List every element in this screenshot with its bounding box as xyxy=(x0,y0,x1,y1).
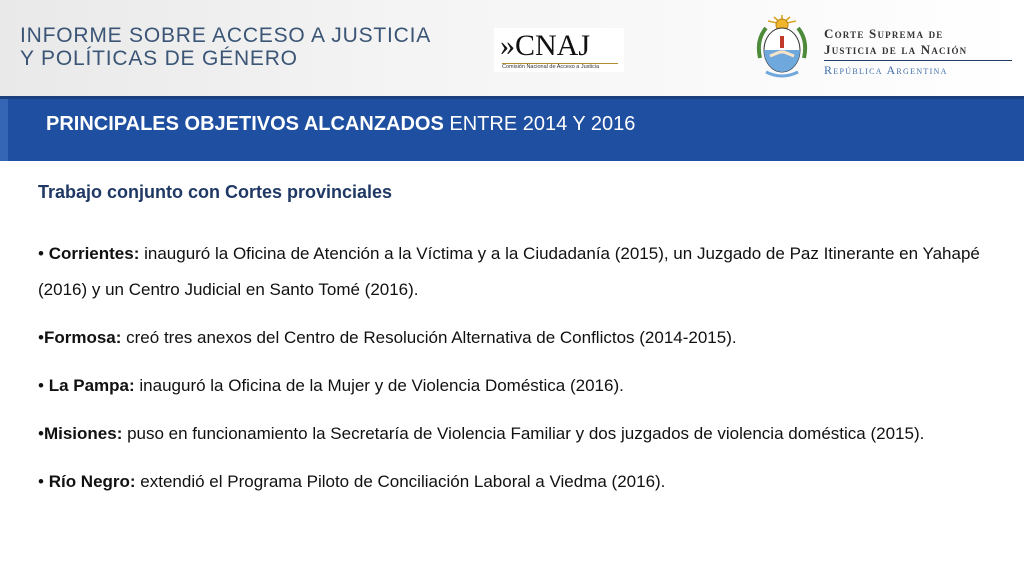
list-item-formosa xyxy=(38,320,998,356)
court-divider xyxy=(824,60,1012,61)
bullet: • xyxy=(38,424,44,443)
report-title xyxy=(20,24,450,70)
cnaj-logo xyxy=(494,28,624,72)
bullet: • xyxy=(38,472,49,491)
bullet: • xyxy=(38,376,49,395)
item-text: inauguró la Oficina de Atención a la Víctima y a la Ciudadanía (2015), un Juzgado de Paz Itinerante en Yahapé (2016) y un Centro Judicial en Santo Tomé (2016). xyxy=(38,244,980,299)
item-text: creó tres anexos del Centro de Resolución Alternativa de Conflictos (2014-2015). xyxy=(121,328,737,347)
item-text: puso en funcionamiento la Secretaría de Violencia Familiar y dos juzgados de violencia doméstica (2015). xyxy=(122,424,925,443)
cnaj-logo-text: »CNAJ xyxy=(500,29,591,62)
province-name: Río Negro: xyxy=(48,472,136,491)
list-item-misiones xyxy=(38,416,998,452)
province-name: Formosa: xyxy=(43,328,122,347)
list-item-rio-negro xyxy=(38,464,998,500)
court-name-line1: Corte Suprema de xyxy=(824,26,944,41)
item-text: extendió el Programa Piloto de Conciliación Laboral a Viedma (2016). xyxy=(135,472,666,491)
section-subtitle: Trabajo conjunto con Cortes provinciales xyxy=(38,182,393,202)
slide-title-rest: ENTRE 2014 Y 2016 xyxy=(443,113,636,135)
cnaj-logo-subtitle: Comisión Nacional de Acceso a Justicia xyxy=(502,64,600,70)
province-name: Corrientes: xyxy=(48,244,140,263)
slide-title xyxy=(46,113,635,136)
title-banner xyxy=(0,96,1024,161)
report-title-line1: INFORME SOBRE ACCESO A JUSTICIA xyxy=(20,24,432,47)
objectives-list xyxy=(38,236,998,512)
national-seal-icon xyxy=(754,14,810,82)
slide-header xyxy=(0,0,1024,96)
slide-title-bold: PRINCIPALES OBJETIVOS ALCANZADOS xyxy=(46,113,444,135)
list-item-corrientes xyxy=(38,236,998,308)
report-title-line2: Y POLÍTICAS DE GÉNERO xyxy=(20,47,298,70)
banner-accent xyxy=(0,99,8,161)
province-name: Misiones: xyxy=(43,424,123,443)
court-name-line2: Justicia de la Nación xyxy=(824,42,968,57)
court-country: República Argentina xyxy=(824,63,948,77)
list-item-la-pampa xyxy=(38,368,998,404)
bullet: • xyxy=(38,244,49,263)
court-logo xyxy=(824,26,1024,78)
province-name: La Pampa: xyxy=(48,376,135,395)
bullet: • xyxy=(38,328,44,347)
item-text: inauguró la Oficina de la Mujer y de Violencia Doméstica (2016). xyxy=(134,376,624,395)
